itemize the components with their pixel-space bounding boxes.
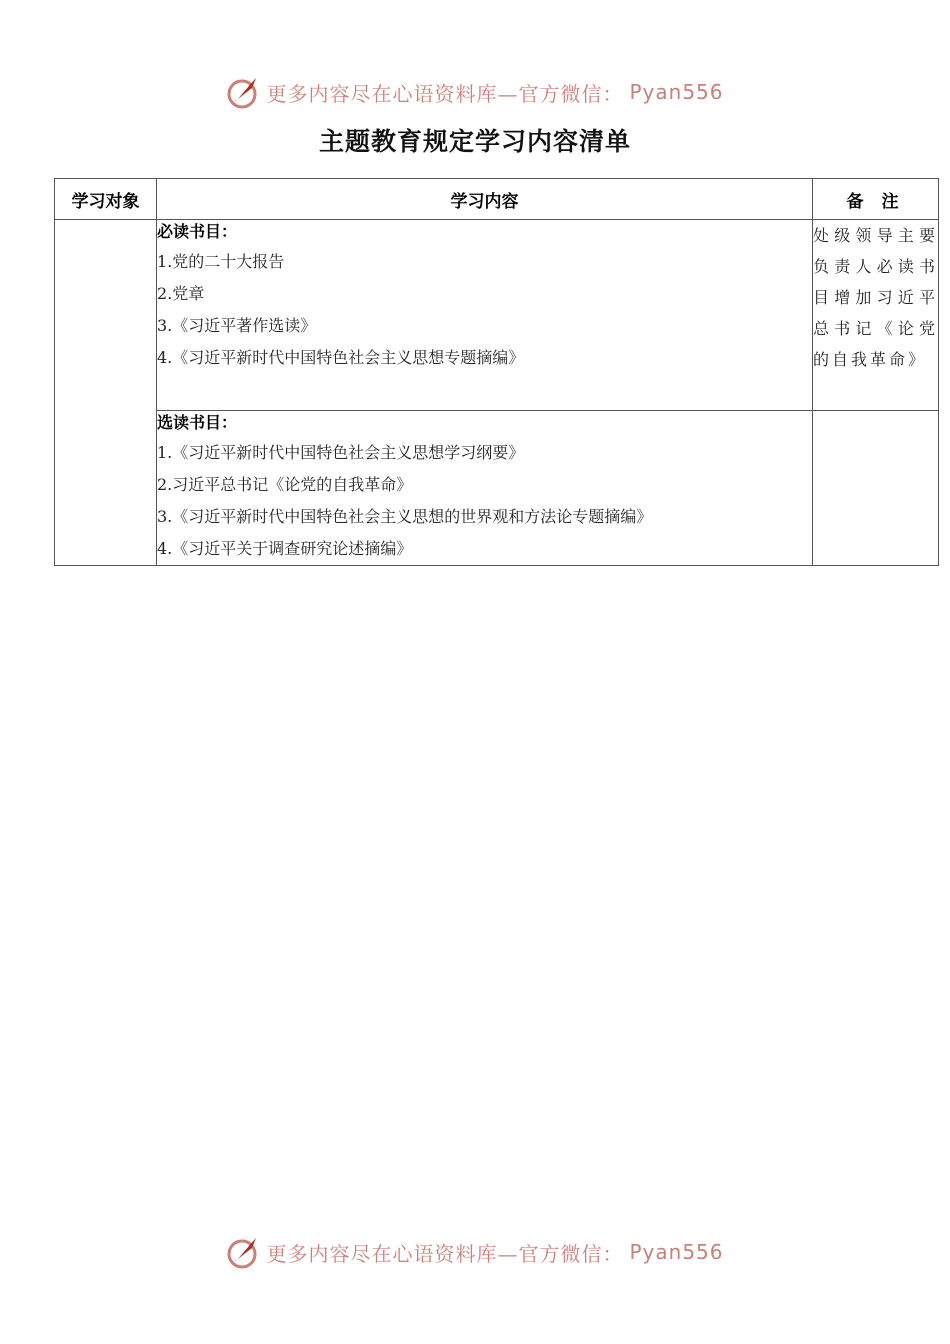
optional-item: 4.《习近平关于调查研究论述摘编》 (157, 539, 413, 558)
table-row-required (55, 220, 939, 411)
header-study-content: 学习内容 (157, 179, 813, 220)
watermark-wechat-id: Pyan556 (629, 80, 724, 104)
required-reading-label: 必读书目： (157, 222, 238, 241)
quill-logo-icon (226, 74, 262, 110)
optional-reading-cell (157, 411, 813, 566)
required-item: 4.《习近平新时代中国特色社会主义思想专题摘编》 (157, 348, 525, 367)
study-content-table (54, 178, 939, 566)
watermark-footer (0, 1232, 950, 1272)
quill-logo-icon (226, 1234, 262, 1270)
optional-remarks-cell (813, 411, 939, 566)
required-item: 3.《习近平著作选读》 (157, 316, 317, 335)
header-remarks: 备 注 (813, 179, 939, 220)
required-remarks-cell: 处级领导主要负责人必读书目增加习近平总书记《论党的自我革命》 (813, 220, 939, 411)
table-row-optional (55, 411, 939, 566)
optional-reading-label: 选读书目： (157, 413, 238, 432)
required-item: 1.党的二十大报告 (157, 252, 285, 271)
header-study-target: 学习对象 (55, 179, 157, 220)
optional-item: 3.《习近平新时代中国特色社会主义思想的世界观和方法论专题摘编》 (157, 507, 653, 526)
document-title: 主题教育规定学习内容清单 (318, 127, 631, 156)
required-reading-cell (157, 220, 813, 411)
table-header-row (55, 179, 939, 220)
watermark-text: 更多内容尽在心语资料库—官方微信： (266, 1241, 624, 1266)
optional-item: 1.《习近平新时代中国特色社会主义思想学习纲要》 (157, 443, 525, 462)
optional-item: 2.习近平总书记《论党的自我革命》 (157, 475, 413, 494)
required-item: 2.党章 (157, 284, 205, 303)
watermark-header (0, 72, 950, 112)
study-target-cell (55, 220, 157, 566)
watermark-wechat-id: Pyan556 (629, 1240, 724, 1264)
watermark-text: 更多内容尽在心语资料库—官方微信： (266, 81, 624, 106)
